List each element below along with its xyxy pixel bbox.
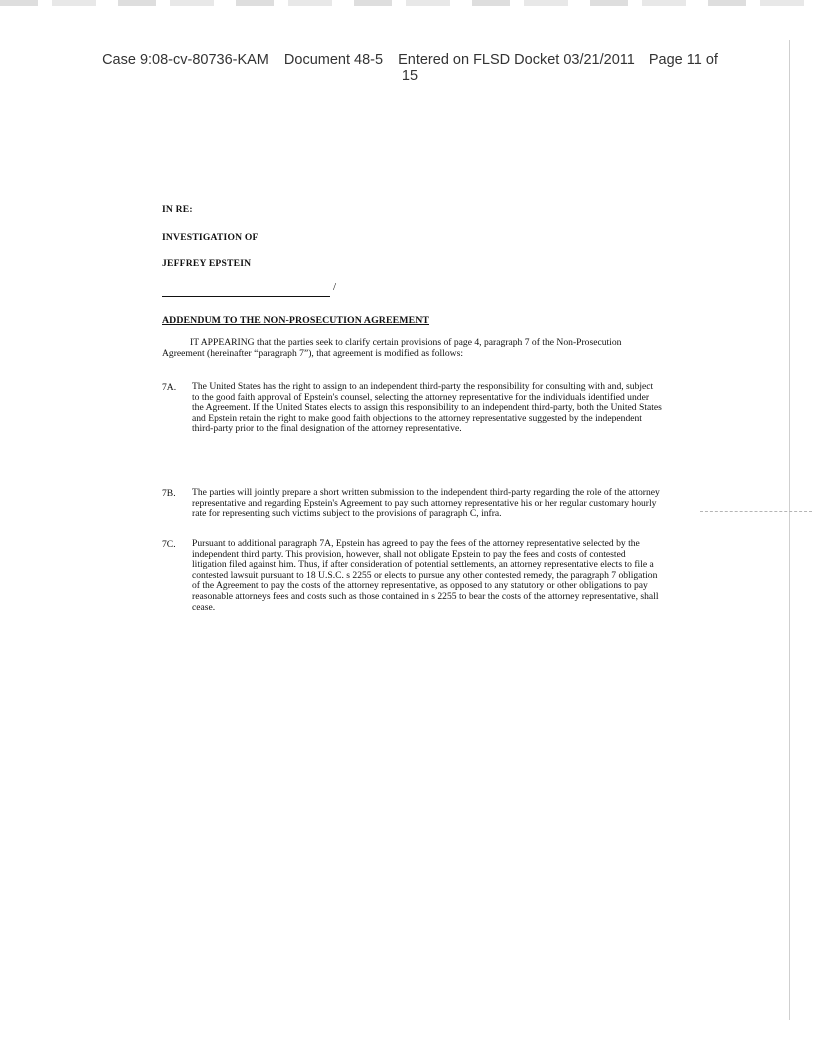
- caption-slash: /: [332, 281, 336, 293]
- scan-margin-line: [789, 40, 790, 1020]
- document-title: ADDENDUM TO THE NON-PROSECUTION AGREEMENT: [162, 315, 430, 326]
- paragraph-7c: [162, 539, 662, 613]
- caption-in-re: IN RE:: [162, 204, 193, 215]
- case-number: Case 9:08-cv-80736-KAM: [102, 52, 269, 68]
- paragraph-number: 7B.: [162, 488, 176, 499]
- page-total: 15: [401, 68, 419, 84]
- paragraph-7a: [162, 382, 662, 435]
- caption-investigation: INVESTIGATION OF: [162, 232, 259, 243]
- docket-entry-date: Entered on FLSD Docket 03/21/2011: [398, 52, 635, 68]
- scan-edge-artifact: [0, 0, 816, 6]
- paragraph-text: Pursuant to additional paragraph 7A, Epstein has agreed to pay the fees of the attorney representative selected by the independent third party. This provision, however, shall not obligate Epstein to pay the fees and costs of contested litigation filed against him. Thus, if after consideration of potential settlements, an attorney representative elects to file a contested lawsuit pursuant to 18 U.S.C. s 2255 or elects to pursue any other contested remedy, the paragraph 7 obligation of the Agreement to pay the costs of the attorney representative, as opposed to any statutory or other obligations to pay reasonable attorneys fees and costs such as those contained in s 2255 to bear the costs of the attorney representative, shall cease.: [192, 538, 659, 613]
- scan-dash-artifact: [700, 511, 812, 512]
- paragraph-number: 7A.: [162, 382, 177, 393]
- page-number: Page 11 of: [648, 52, 718, 68]
- intro-paragraph: IT APPEARING that the parties seek to clarify certain provisions of page 4, paragraph 7 of the Non-Prosecution Agreement (hereinafter “paragraph 7”), that agreement is modified as follows:: [162, 337, 622, 359]
- caption-underline: [162, 281, 336, 297]
- paragraph-number: 7C.: [162, 539, 176, 550]
- document-number: Document 48-5: [283, 52, 384, 68]
- paragraph-text: The parties will jointly prepare a short written submission to the independent third-party regarding the role of the attorney representative and regarding Epstein's Agreement to pay such attorney representative his or her regular customary hourly rate for representing such victims subject to the provisions of paragraph C, infra.: [192, 487, 660, 520]
- paragraph-7b: [162, 488, 662, 520]
- paragraph-text: The United States has the right to assign to an independent third-party the responsibility for consulting with and, subject to the good faith approval of Epstein's counsel, selecting the attorney representative for the individuals identified under the Agreement. If the United States elects to assign this responsibility to an independent third-party, both the United States and Epstein retain the right to make good faith objections to the attorney representative suggested by the independent third-party prior to the final designation of the attorney representative.: [192, 381, 662, 435]
- caption-subject-name: JEFFREY EPSTEIN: [162, 258, 252, 269]
- court-filing-header: [60, 52, 760, 84]
